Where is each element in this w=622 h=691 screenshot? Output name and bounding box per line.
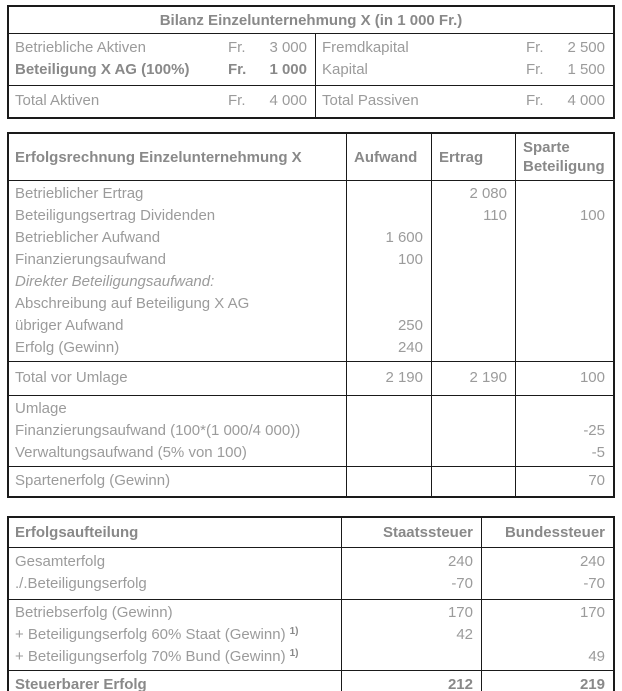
table-row (15, 624, 341, 646)
erfolgsaufteilung-block2 (9, 599, 613, 670)
row-label: Umlage (15, 400, 67, 417)
row-label: + Beteiligungserfolg 60% Staat (Gewinn) (15, 626, 286, 643)
sparte-column (515, 181, 613, 361)
row-label: übriger Aufwand (15, 317, 124, 334)
row-label-cell (9, 362, 346, 395)
row-label: Betrieblicher Ertrag (15, 185, 144, 202)
cell-value: 100 (579, 207, 605, 224)
cell-value: 110 (483, 207, 507, 224)
cell-value: 100 (579, 369, 605, 386)
cell-value: 240 (397, 339, 423, 356)
erfolgsrechnung-header (9, 134, 613, 180)
row-label-cell (9, 671, 341, 691)
amount-value: 4 000 (269, 92, 307, 109)
cell-value (432, 249, 507, 271)
currency-label: Fr. (228, 92, 246, 109)
ertrag-column (431, 396, 515, 466)
row-label: Finanzierungsaufwand (100*(1 000/4 000)) (15, 422, 301, 439)
table-row (322, 90, 605, 112)
row-label: Direkter Beteiligungsaufwand: (15, 273, 215, 290)
cell-value (432, 271, 507, 293)
bilanz-total-aktiven-cell (9, 86, 315, 117)
row-label: + Beteiligungserfolg 70% Bund (Gewinn) (15, 648, 286, 665)
table-row (15, 90, 307, 112)
column-header-ertrag: Ertrag (431, 134, 515, 180)
bundessteuer-column (481, 600, 613, 670)
cell-value: 2 190 (469, 369, 507, 386)
label-column (9, 181, 346, 361)
currency-label: Fr. (526, 92, 544, 109)
cell-value (482, 624, 605, 646)
cell-value: -25 (583, 422, 605, 439)
bundessteuer-total-cell (481, 671, 613, 691)
amount-value: 4 000 (567, 92, 605, 109)
aufwand-column (346, 396, 431, 466)
column-header-sparte-beteiligung: Sparte Beteiligung (515, 134, 613, 180)
cell-value (516, 249, 605, 271)
staatssteuer-total-cell (341, 671, 481, 691)
column-header-aufwand: Aufwand (346, 134, 431, 180)
column-header-staatssteuer: Staatssteuer (341, 518, 481, 547)
row-label: Steuerbarer Erfolg (15, 676, 147, 691)
cell-value (432, 227, 507, 249)
row-label: Betrieblicher Aufwand (15, 229, 161, 246)
row-label: Total Aktiven (15, 92, 100, 109)
sparte-result-cell (515, 467, 613, 496)
cell-value (342, 646, 473, 668)
cell-value: 2 080 (469, 185, 507, 202)
row-label: Betriebserfolg (Gewinn) (15, 604, 173, 621)
label-column (9, 600, 341, 670)
cell-value: 170 (579, 604, 605, 621)
erfolgsaufteilung-header (9, 518, 613, 547)
cell-value (347, 442, 423, 464)
erfolgsaufteilung-total-row (9, 670, 613, 691)
cell-value: -70 (583, 575, 605, 592)
row-label: Fremdkapital (322, 39, 409, 56)
cell-value: 219 (579, 676, 605, 691)
row-label: Kapital (322, 61, 368, 78)
row-label: Erfolg (Gewinn) (15, 339, 120, 356)
table-row (15, 37, 307, 59)
cell-value: 1 600 (385, 229, 423, 246)
amount-value: 3 000 (269, 39, 307, 56)
erfolgsrechnung-result-row (9, 466, 613, 496)
row-label: Betriebliche Aktiven (15, 39, 146, 56)
erfolgsrechnung-table (7, 132, 615, 498)
cell-value (432, 398, 507, 420)
cell-value (347, 205, 423, 227)
table-row (322, 59, 605, 81)
column-header-bundessteuer: Bundessteuer (481, 518, 613, 547)
cell-value (432, 337, 507, 359)
bilanz-total-row (9, 85, 613, 117)
sparte-total-cell (515, 362, 613, 395)
bilanz-title: Bilanz Einzelunternehmung X (in 1 000 Fr.) (159, 12, 463, 29)
ertrag-result-cell (431, 467, 515, 496)
erfolgsaufteilung-table (7, 516, 615, 691)
cell-value: -70 (451, 575, 473, 592)
cell-value (347, 183, 423, 205)
aufwand-result-cell (346, 467, 431, 496)
staatssteuer-column (341, 600, 481, 670)
cell-value (432, 420, 507, 442)
ertrag-column (431, 181, 515, 361)
row-label: Total Passiven (322, 92, 419, 109)
cell-value: 170 (447, 604, 473, 621)
cell-value (347, 293, 423, 315)
table-row (15, 646, 341, 668)
bilanz-body-row (9, 33, 613, 85)
row-label: Gesamterfolg (15, 553, 106, 570)
erfolgsaufteilung-title: Erfolgsaufteilung (15, 524, 139, 541)
row-label: Finanzierungsaufwand (15, 251, 166, 268)
cell-value: -5 (591, 444, 605, 461)
row-label: ./.Beteiligungserfolg (15, 575, 147, 592)
label-column (9, 548, 341, 599)
table-row (15, 59, 307, 81)
cell-value: 212 (447, 676, 473, 691)
cell-value (347, 271, 423, 293)
footnote-marker: 1) (289, 648, 299, 659)
cell-value (516, 293, 605, 315)
amount-value: 1 000 (269, 61, 307, 78)
cell-value (516, 271, 605, 293)
label-column (9, 396, 346, 466)
cell-value (516, 398, 605, 420)
cell-value (432, 315, 507, 337)
cell-value (432, 442, 507, 464)
footnote-marker: 1) (289, 626, 299, 637)
cell-value (516, 183, 605, 205)
table-row (322, 37, 605, 59)
cell-value: 240 (579, 553, 605, 570)
cell-value: 70 (588, 472, 605, 489)
staatssteuer-column (341, 548, 481, 599)
cell-value: 240 (447, 553, 473, 570)
aufwand-total-cell (346, 362, 431, 395)
cell-value (347, 420, 423, 442)
bilanz-aktiven-cell (9, 34, 315, 85)
sparte-column (515, 396, 613, 466)
row-label-cell (9, 467, 346, 496)
row-label: Abschreibung auf Beteiligung X AG (15, 295, 250, 312)
row-label: Spartenerfolg (Gewinn) (15, 472, 171, 489)
currency-label: Fr. (228, 61, 247, 78)
cell-value: 49 (588, 648, 605, 665)
cell-value (432, 470, 507, 492)
cell-value (516, 227, 605, 249)
erfolgsrechnung-total-row (9, 361, 613, 395)
erfolgsrechnung-umlage-section (9, 395, 613, 466)
cell-value (516, 315, 605, 337)
erfolgsaufteilung-block1 (9, 547, 613, 599)
cell-value: 250 (397, 317, 423, 334)
amount-value: 2 500 (567, 39, 605, 56)
currency-label: Fr. (228, 39, 246, 56)
bilanz-table (7, 5, 615, 119)
amount-value: 1 500 (567, 61, 605, 78)
ertrag-total-cell (431, 362, 515, 395)
currency-label: Fr. (526, 39, 544, 56)
bilanz-passiven-cell (315, 34, 613, 85)
cell-value (347, 398, 423, 420)
cell-value: 2 190 (385, 369, 423, 386)
cell-value: 42 (456, 626, 473, 643)
row-label: Beteiligungsertrag Dividenden (15, 207, 216, 224)
currency-label: Fr. (526, 61, 544, 78)
cell-value: 100 (397, 251, 423, 268)
row-label: Total vor Umlage (15, 369, 128, 386)
erfolgsrechnung-body-section (9, 180, 613, 361)
row-label: Beteiligung X AG (100%) (15, 61, 190, 78)
cell-value (516, 337, 605, 359)
cell-value (432, 293, 507, 315)
cell-value (347, 470, 423, 492)
row-label: Verwaltungsaufwand (5% von 100) (15, 444, 247, 461)
bilanz-total-passiven-cell (315, 86, 613, 117)
erfolgsrechnung-title: Erfolgsrechnung Einzelunternehmung X (15, 148, 302, 166)
bundessteuer-column (481, 548, 613, 599)
aufwand-column (346, 181, 431, 361)
